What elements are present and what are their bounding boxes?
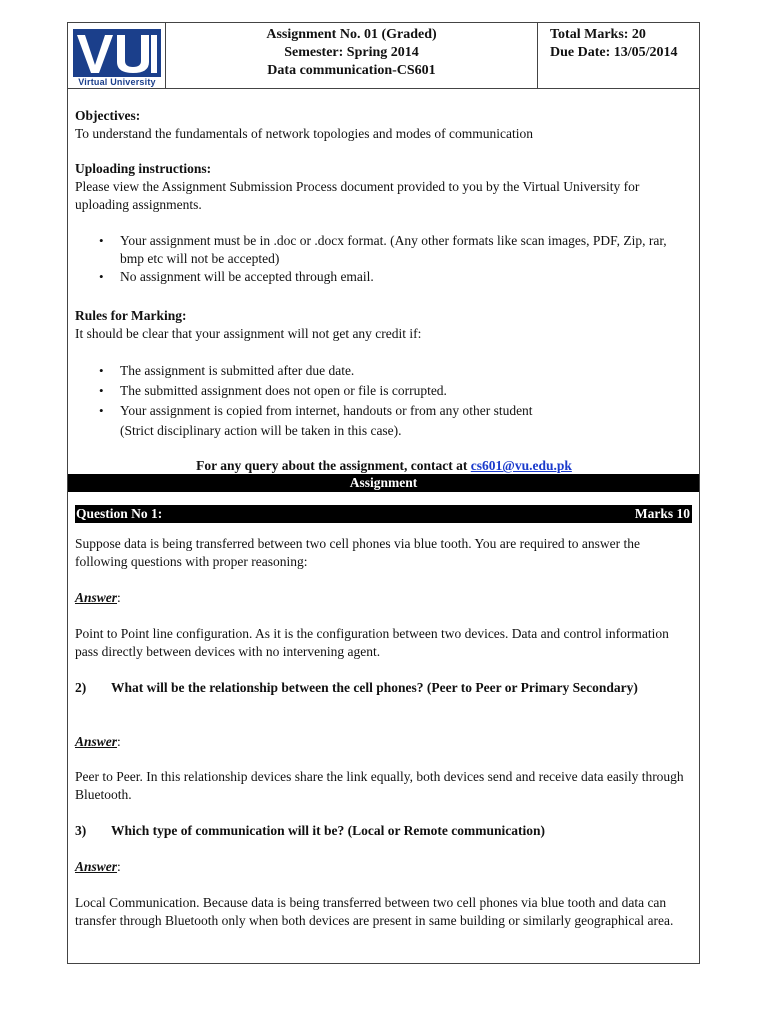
question-3-text: Which type of communication will it be? (Local or Remote communication)	[111, 823, 545, 838]
rules-text: It should be clear that your assignment will not get any credit if:	[75, 326, 422, 341]
list-item: • No assignment will be accepted through email.	[75, 268, 693, 286]
answer-label-1: Answer:	[75, 590, 121, 605]
answer-2-text: Peer to Peer. In this relationship devices share the link equally, both devices send and receive data easily through Bluetooth.	[75, 769, 684, 802]
logo-cell	[68, 23, 166, 88]
uploading-text: Please view the Assignment Submission Process document provided to you by the Virtual University for uploading assignments.	[75, 179, 640, 212]
question-3-number: 3)	[75, 823, 87, 838]
list-item: • The assignment is submitted after due date.	[75, 361, 693, 381]
assignment-title: Assignment No. 01 (Graded)	[266, 27, 437, 42]
logo-caption: Virtual University	[78, 77, 156, 87]
header-table	[68, 23, 699, 89]
assignment-bar: Assignment	[68, 474, 699, 492]
uploading-bullets	[75, 232, 693, 286]
vu-logo-icon	[73, 29, 161, 87]
question-intro: Suppose data is being transferred between two cell phones via blue tooth. You are required to answer the following questions with proper reasoning:	[75, 536, 640, 569]
objectives-section	[75, 107, 693, 143]
question-title: Question No 1:	[76, 506, 163, 521]
objectives-text: To understand the fundamentals of network topologies and modes of communication	[75, 126, 533, 141]
answer-3-text: Local Communication. Because data is being transferred between two cell phones via blue tooth and data can transfer through Bluetooth only when both devices are present in same building or similarly geographical area.	[75, 895, 674, 928]
question-2-text: What will be the relationship between the cell phones? (Peer to Peer or Primary Secondary)	[111, 680, 638, 695]
title-cell	[166, 23, 538, 88]
question-2-number: 2)	[75, 680, 87, 695]
rules-bullets	[75, 361, 693, 441]
question-marks: Marks 10	[634, 506, 690, 521]
list-item: • Your assignment must be in .doc or .docx format. (Any other formats like scan images, PDF, Zip, rar, bmp etc will not be accepted)	[75, 232, 693, 268]
contact-line	[75, 457, 693, 475]
question-2	[75, 679, 693, 697]
answer-1-text: Point to Point line configuration. As it is the configuration between two devices. Data and control information pass directly between devices with no intervening agent.	[75, 626, 669, 659]
semester-line: Semester: Spring 2014	[284, 45, 419, 60]
question-3	[75, 822, 693, 840]
list-item: • The submitted assignment does not open or file is corrupted.	[75, 381, 693, 401]
list-item: • Your assignment is copied from internet, handouts or from any other student	[75, 401, 693, 421]
total-marks: Total Marks: 20	[550, 27, 646, 42]
answer-label-2: Answer:	[75, 734, 121, 749]
contact-prefix: For any query about the assignment, contact at	[196, 458, 471, 473]
rules-heading: Rules for Marking:	[75, 308, 187, 323]
uploading-section	[75, 160, 693, 286]
question-bar	[75, 505, 692, 523]
due-date: Due Date: 13/05/2014	[550, 45, 678, 60]
uploading-heading: Uploading instructions:	[75, 161, 212, 176]
course-line: Data communication-CS601	[267, 63, 436, 78]
contact-email-link[interactable]: cs601@vu.edu.pk	[470, 458, 572, 473]
assignment-page	[67, 22, 700, 964]
objectives-heading: Objectives:	[75, 108, 141, 123]
list-item	[75, 421, 693, 441]
rules-note: (Strict disciplinary action will be taken in this case).	[120, 423, 402, 438]
marks-cell	[538, 23, 701, 88]
answer-label-3: Answer:	[75, 859, 121, 874]
rules-section	[75, 307, 693, 441]
